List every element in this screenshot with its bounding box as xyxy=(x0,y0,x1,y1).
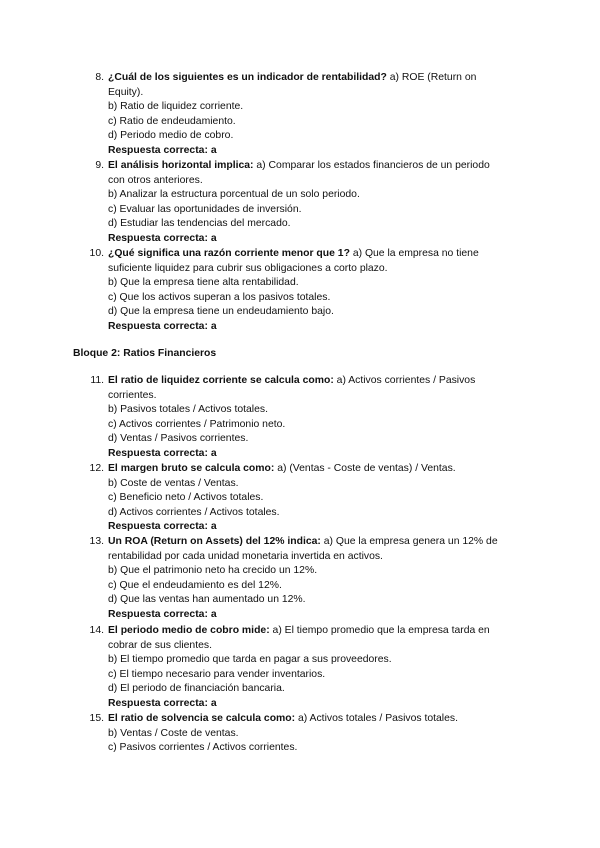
answer-value: a xyxy=(210,144,217,156)
option-a: a) Que la empresa no tiene suficiente liquidez para cubrir sus obligaciones a corto plazo. xyxy=(108,248,479,274)
option-b: b) El tiempo promedio que tarda en pagar a sus proveedores. xyxy=(108,654,392,666)
option-d: d) Ventas / Pasivos corrientes. xyxy=(108,433,249,445)
question-text-line xyxy=(108,71,508,100)
question-item xyxy=(0,71,508,159)
question-number: 8. xyxy=(95,72,104,83)
option-c: c) Que los activos superan a los pasivos totales. xyxy=(108,291,331,303)
option-b: b) Coste de ventas / Ventas. xyxy=(108,477,239,489)
answer-value: a xyxy=(210,697,217,709)
question-text: ¿Qué significa una razón corriente menor que 1? xyxy=(108,248,350,259)
option-a: a) Activos corrientes / Pasivos corrientes. xyxy=(108,375,476,401)
answer-line xyxy=(108,697,508,712)
option-d: d) Activos corrientes / Activos totales. xyxy=(108,506,280,518)
option-a: a) Activos totales / Pasivos totales. xyxy=(298,713,458,724)
question-item xyxy=(0,462,508,535)
answer-value: a xyxy=(210,521,217,533)
question-number: 10. xyxy=(89,248,104,259)
answer-label: Respuesta correcta: xyxy=(108,521,208,533)
option-a: a) (Ventas - Coste de ventas) / Ventas. xyxy=(277,463,456,474)
question-number: 11. xyxy=(90,375,104,386)
question-item xyxy=(0,535,508,623)
answer-line xyxy=(108,608,508,623)
question-text: El análisis horizontal implica: xyxy=(108,160,254,171)
answer-label: Respuesta correcta: xyxy=(108,608,208,620)
answer-value: a xyxy=(210,608,217,620)
option-b: b) Analizar la estructura porcentual de un solo periodo. xyxy=(108,189,360,201)
option-b: b) Pasivos totales / Activos totales. xyxy=(108,404,268,416)
option-c: c) El tiempo necesario para vender inventarios. xyxy=(108,668,326,680)
question-text-line xyxy=(108,535,508,564)
option-a: a) Comparar los estados financieros de un periodo con otros anteriores. xyxy=(108,160,490,186)
option-c: c) Ratio de endeudamiento. xyxy=(108,115,236,127)
option-a: a) El tiempo promedio que la empresa tarda en cobrar de sus clientes. xyxy=(108,625,490,651)
answer-line xyxy=(108,144,508,159)
option-d: d) Periodo medio de cobro. xyxy=(108,130,234,142)
option-c: c) Que el endeudamiento es del 12%. xyxy=(108,579,282,591)
question-item xyxy=(0,624,508,712)
question-text-line xyxy=(108,624,508,653)
option-d: d) Que las ventas han aumentado un 12%. xyxy=(108,594,306,606)
option-d: d) Que la empresa tiene un endeudamiento bajo. xyxy=(108,306,334,318)
answer-line xyxy=(108,520,508,535)
question-number: 9. xyxy=(95,160,104,171)
section-title: Bloque 2: Ratios Financieros xyxy=(73,348,217,359)
question-number: 13. xyxy=(89,536,104,547)
question-item xyxy=(0,712,508,756)
answer-label: Respuesta correcta: xyxy=(108,144,208,156)
answer-value: a xyxy=(210,232,217,244)
option-b: b) Ventas / Coste de ventas. xyxy=(108,727,239,739)
option-a: a) Que la empresa genera un 12% de rentabilidad por cada unidad monetaria invertida en activos. xyxy=(108,536,498,562)
option-c: c) Evaluar las oportunidades de inversión. xyxy=(108,203,302,215)
option-d: d) El periodo de financiación bancaria. xyxy=(108,683,285,695)
question-text: El ratio de solvencia se calcula como: xyxy=(108,713,296,724)
question-text-line xyxy=(108,462,508,477)
option-a: a) ROE (Return on Equity). xyxy=(108,72,477,98)
question-text: El margen bruto se calcula como: xyxy=(108,463,275,474)
question-item xyxy=(0,247,508,335)
answer-line xyxy=(108,232,508,247)
answer-label: Respuesta correcta: xyxy=(108,232,208,244)
answer-label: Respuesta correcta: xyxy=(108,320,208,332)
question-text: El ratio de liquidez corriente se calcula como: xyxy=(108,375,334,386)
option-b: b) Ratio de liquidez corriente. xyxy=(108,101,244,113)
option-c: c) Beneficio neto / Activos totales. xyxy=(108,492,264,504)
question-text-line xyxy=(108,159,508,188)
question-text-line xyxy=(108,374,508,403)
question-text-line xyxy=(108,712,508,727)
answer-label: Respuesta correcta: xyxy=(108,697,208,709)
option-b: b) Que el patrimonio neto ha crecido un 12%. xyxy=(108,565,318,577)
answer-line xyxy=(108,320,508,335)
answer-line xyxy=(108,447,508,462)
question-item xyxy=(0,374,508,462)
question-text-line xyxy=(108,247,508,276)
question-text: Un ROA (Return on Assets) del 12% indica: xyxy=(108,536,321,547)
option-c: c) Pasivos corrientes / Activos corrientes. xyxy=(108,742,298,754)
question-number: 14. xyxy=(89,625,104,636)
answer-value: a xyxy=(210,447,217,459)
answer-label: Respuesta correcta: xyxy=(108,447,208,459)
answer-value: a xyxy=(210,320,217,332)
option-c: c) Activos corrientes / Patrimonio neto. xyxy=(108,418,286,430)
question-text: El periodo medio de cobro mide: xyxy=(108,625,270,636)
question-text: ¿Cuál de los siguientes es un indicador de rentabilidad? xyxy=(108,72,387,83)
question-number: 12. xyxy=(89,463,104,474)
question-item xyxy=(0,159,508,247)
option-d: d) Estudiar las tendencias del mercado. xyxy=(108,218,291,230)
option-b: b) Que la empresa tiene alta rentabilidad. xyxy=(108,277,299,289)
question-number: 15. xyxy=(89,713,104,724)
